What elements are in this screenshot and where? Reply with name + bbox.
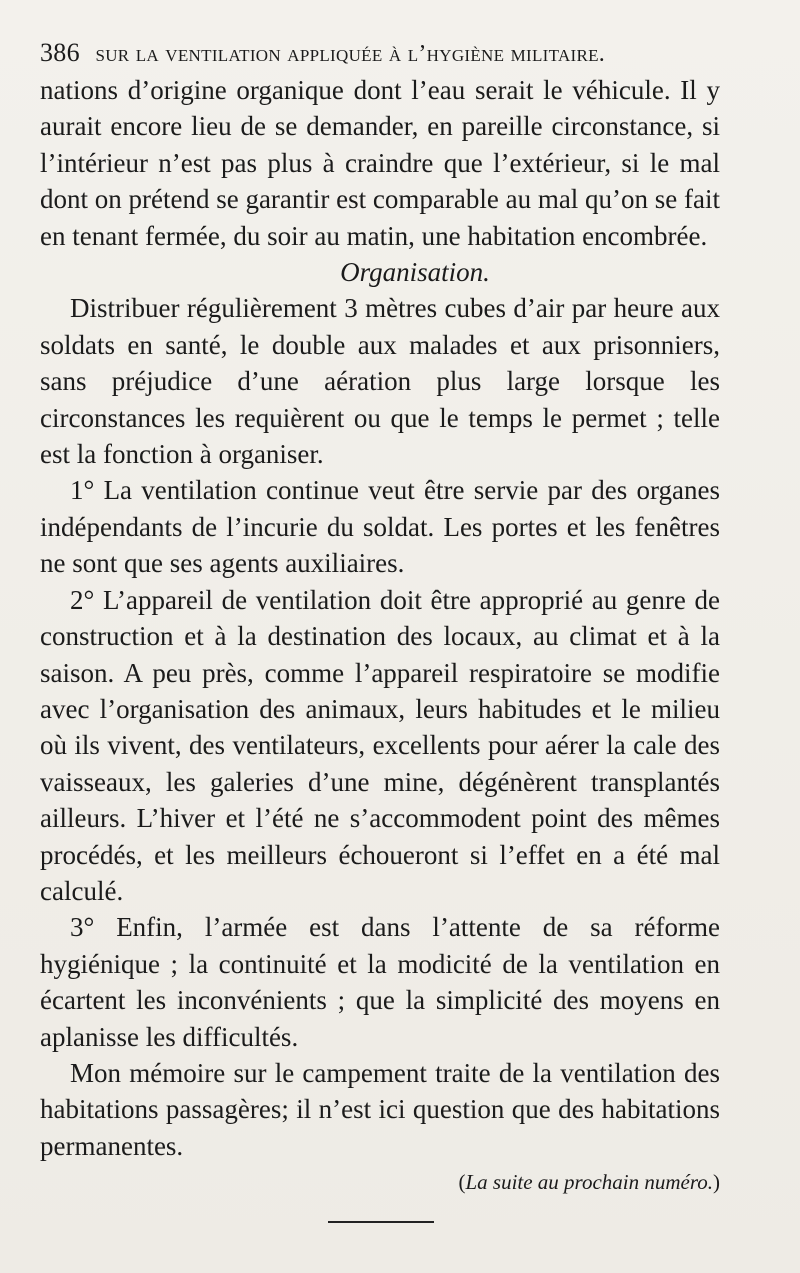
- paragraph-point-1: 1° La ventilation continue veut être servie par des organes indépendants de l’incurie du soldat. Les portes et les fenêtres ne sont que ses agents auxiliaires.: [40, 475, 720, 579]
- continued-note-text: La suite au prochain numéro.: [465, 1170, 713, 1195]
- paragraph-intro: Distribuer régulièrement 3 mètres cubes d’air par heure aux soldats en santé, le double aux malades et aux prisonniers, sans préjudice d’une aération plus large lorsque les circonstances les requièrent ou que le temps le permet ; telle est la fonction à organiser.: [40, 293, 720, 470]
- continuation-paragraph: nations d’origine organique dont l’eau serait le véhicule. Il y aurait encore lieu de se demander, en pareille circonstance, si l’intérieur n’est pas plus à craindre que l’extérieur, si le mal dont on prétend se garantir est comparable au mal qu’on se fait en tenant fermée, du soir au matin, une habitation encombrée.: [40, 75, 721, 251]
- paragraph-closing: Mon mémoire sur le campement traite de la ventilation des habitations passagères; il n’est ici question que des habitations permanentes.: [40, 1057, 720, 1161]
- running-title: sur la ventilation appliquée à l’hygiène militaire.: [95, 41, 606, 67]
- body-text: [40, 72, 720, 1201]
- running-header: [40, 38, 720, 68]
- paragraph-point-2: 2° L’appareil de ventilation doit être approprié au genre de construction et à la destination des locaux, au climat et à la saison. A peu près, comme l’appareil respiratoire se modifie avec l’organisation des animaux, leurs habitudes et le milieu où ils vivent, des ventilateurs, excellents pour aérer la cale des vaisseaux, les galeries d’une mine, dégénèrent transplantés ailleurs. L’hiver et l’été ne s’accommodent point des mêmes procédés, et les meilleurs échoueront si l’effet en a été mal calculé.: [40, 584, 720, 906]
- continued-note: (La suite au prochain numéro.): [458, 1170, 720, 1195]
- page-number: 386: [40, 38, 80, 67]
- paragraph-point-3: 3° Enfin, l’armée est dans l’attente de sa réforme hygiénique ; la continuité et la modicité de la ventilation en écartent les inconvénients ; que la simplicité des moyens en aplanisse les difficultés.: [40, 912, 720, 1052]
- end-rule: [328, 1221, 434, 1223]
- section-heading: Organisation.: [340, 257, 490, 288]
